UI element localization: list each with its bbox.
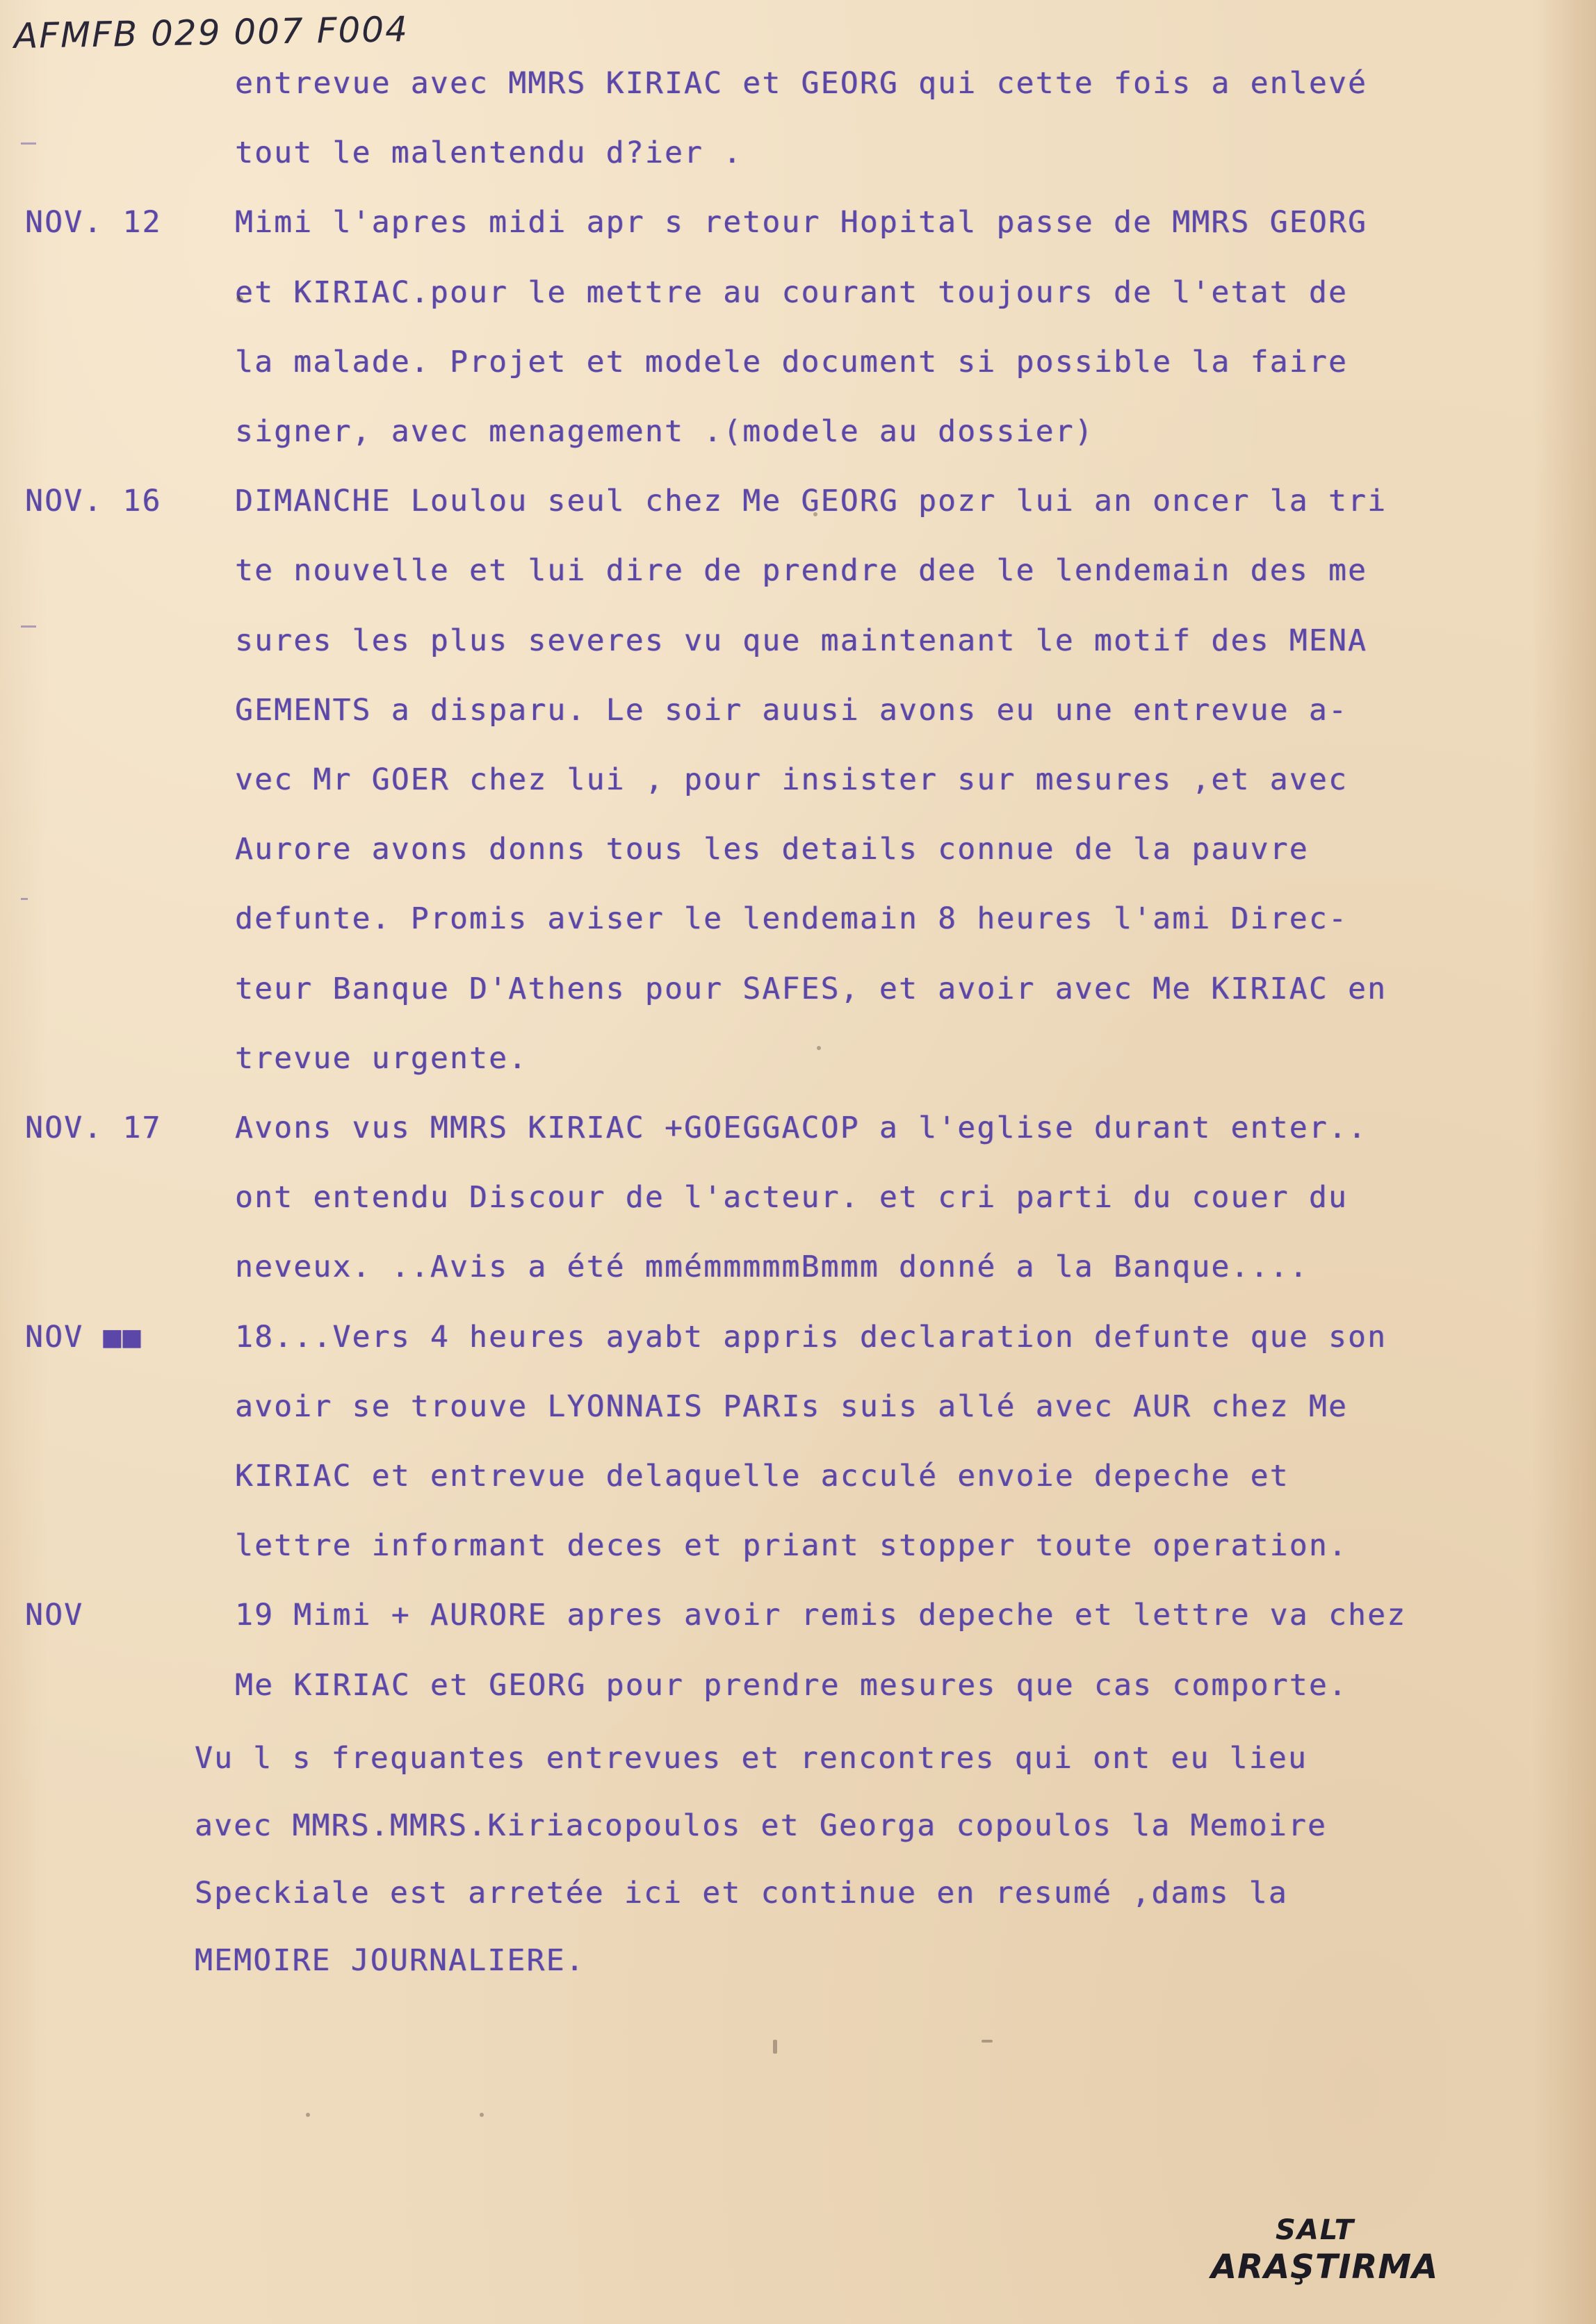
entry-text-line: tout le malentendu d?ier . — [235, 136, 743, 171]
margin-mark — [21, 142, 36, 145]
paper-speck — [817, 1046, 821, 1050]
closing-line: MEMOIRE JOURNALIERE. — [195, 1943, 585, 1978]
stamp-line-1: SALT — [1276, 2214, 1355, 2246]
stamp-line-2: ARAŞTIRMA — [1211, 2248, 1439, 2286]
entry-text-line: GEMENTS a disparu. Le soir auusi avons eu une entrevue a- — [235, 692, 1349, 728]
entry-text-line: teur Banque D'Athens pour SAFES, et avoir avec Me KIRIAC en — [235, 971, 1387, 1006]
entry-text-line: avoir se trouve LYONNAIS PARIs suis allé avec AUR chez Me — [235, 1389, 1349, 1424]
paper-speck — [480, 2113, 484, 2117]
entry-text-line: la malade. Projet et modele document si possible la faire — [235, 344, 1349, 379]
entry-text-line: trevue urgente. — [235, 1040, 528, 1076]
paper-speck — [773, 2040, 777, 2054]
paper-speck — [982, 2040, 993, 2043]
entry-text-line: ont entendu Discour de l'acteur. et cri parti du couer du — [235, 1180, 1349, 1216]
entry-text-line: 18...Vers 4 heures ayabt appris declaration defunte que son — [235, 1319, 1387, 1355]
entry-text-line: sures les plus severes vu que maintenant le motif des MENA — [235, 623, 1368, 658]
paper-speck — [236, 295, 243, 302]
entry-date: NOV. 16 — [25, 484, 162, 519]
paper-speck — [306, 2113, 310, 2117]
entry-text-line: Avons vus MMRS KIRIAC +GOEGGACOP a l'eglise durant enter.. — [235, 1111, 1368, 1145]
archive-stamp — [1211, 2214, 1439, 2286]
entry-text-line: DIMANCHE Loulou seul chez Me GEORG pozr lui an oncer la tri — [235, 484, 1387, 519]
entry-date: NOV. 17 — [25, 1111, 162, 1145]
margin-mark — [21, 625, 36, 628]
entry-text-line: defunte. Promis aviser le lendemain 8 heures l'ami Direc- — [235, 901, 1349, 937]
archive-reference: AFMFB 029 007 F004 — [13, 9, 409, 56]
entry-text-line: lettre informant deces et priant stopper toute operation. — [235, 1528, 1349, 1564]
entry-text-line: signer, avec menagement .(modele au dossier) — [235, 414, 1094, 449]
entry-text-line: KIRIAC et entrevue delaquelle acculé envoie depeche et — [235, 1459, 1289, 1494]
entry-text-line: vec Mr GOER chez lui , pour insister sur mesures ,et avec — [235, 762, 1349, 797]
closing-line: Speckiale est arretée ici et continue en resumé ,dams la — [195, 1876, 1288, 1910]
paper-speck — [813, 512, 817, 516]
margin-mark — [21, 898, 28, 900]
entry-text-line: neveux. ..Avis a été mmémmmmmBmmm donné a la Banque.... — [235, 1250, 1309, 1285]
closing-line: Vu l s frequantes entrevues et rencontres qui ont eu lieu — [195, 1741, 1308, 1776]
entry-text-line: Mimi l'apres midi apr s retour Hopital passe de MMRS GEORG — [235, 205, 1368, 240]
entry-text-line: entrevue avec MMRS KIRIAC et GEORG qui cette fois a enlevé — [235, 66, 1368, 101]
entry-text-line: 19 Mimi + AURORE apres avoir remis depeche et lettre va chez — [235, 1598, 1407, 1633]
entry-date: NOV — [25, 1598, 84, 1633]
entry-text-line: te nouvelle et lui dire de prendre dee le lendemain des me — [235, 553, 1368, 589]
entry-text-line: et KIRIAC.pour le mettre au courant toujours de l'etat de — [235, 275, 1349, 310]
entry-date: NOV ■■ — [25, 1319, 142, 1355]
entry-text-line: Me KIRIAC et GEORG pour prendre mesures que cas comporte. — [235, 1667, 1349, 1703]
entry-text-line: Aurore avons donns tous les details connue de la pauvre — [235, 832, 1309, 867]
closing-line: avec MMRS.MMRS.Kiriacopoulos et Georga copoulos la Memoire — [195, 1808, 1328, 1843]
entry-date: NOV. 12 — [25, 205, 162, 240]
